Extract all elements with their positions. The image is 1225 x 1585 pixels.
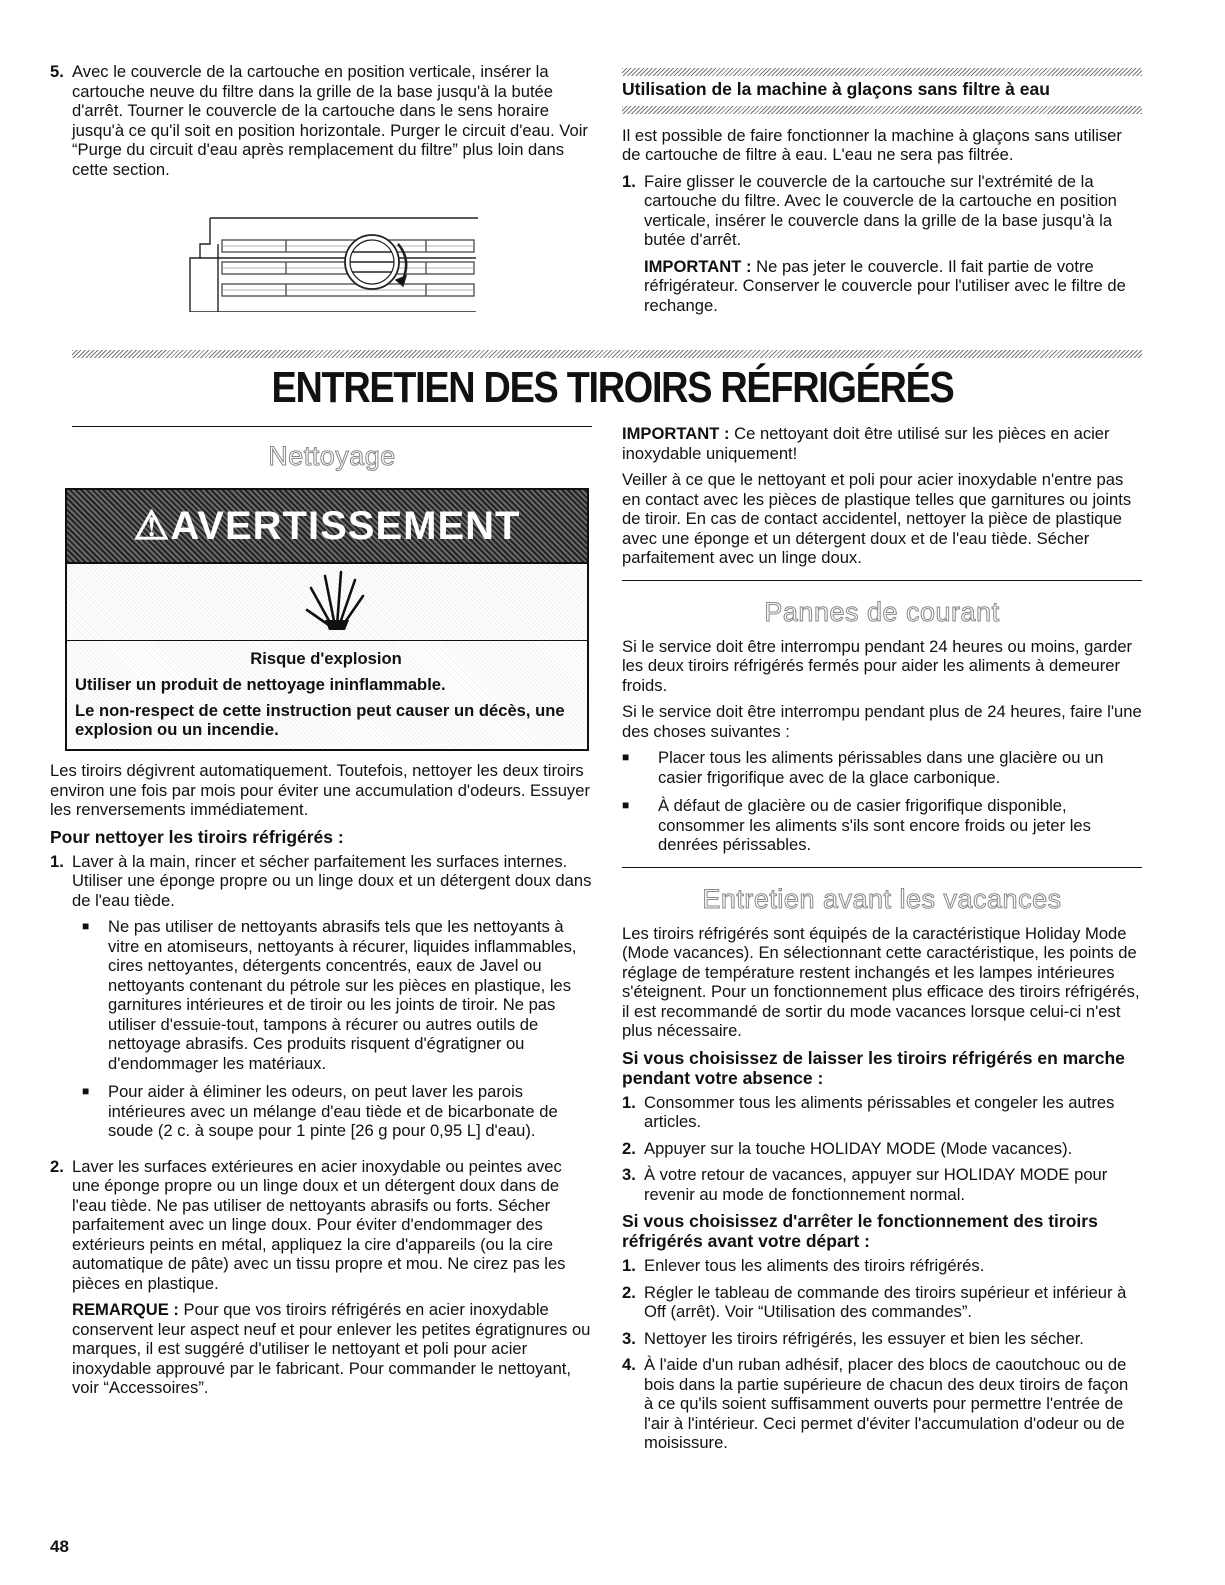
subheading: Si vous choisissez de laisser les tiroirs réfrigérés en marche pendant votre absence : xyxy=(622,1047,1125,1088)
important-label: IMPORTANT : xyxy=(622,424,730,443)
left-main-column xyxy=(50,426,592,1412)
warning-line-2: Le non-respect de cette instruction peut causer un décès, une explosion ou un incendie. xyxy=(75,701,565,739)
step-number: 2. xyxy=(622,1138,636,1158)
list-item xyxy=(622,1256,1142,1276)
bullet-item xyxy=(622,748,1142,787)
step-text: Enlever tous les aliments des tiroirs réfrigérés. xyxy=(644,1256,985,1275)
subheading: Pour nettoyer les tiroirs réfrigérés : xyxy=(50,826,344,847)
paragraph: Si le service doit être interrompu pendant 24 heures ou moins, garder les deux tiroirs réfrigérés fermés pour aider les aliments à demeurer froids. xyxy=(622,636,1133,695)
step-text: Laver à la main, rincer et sécher parfaitement les surfaces internes. Utiliser une éponge propre ou un linge doux et un détergent doux dans de l'eau tiède. xyxy=(72,851,592,910)
list-item xyxy=(622,1283,1142,1322)
step-body xyxy=(644,172,1142,323)
warning-text xyxy=(67,641,587,749)
step-number: 1. xyxy=(622,1092,636,1112)
remarque-label: REMARQUE : xyxy=(72,1300,179,1319)
step-number: 3. xyxy=(622,1328,636,1348)
list-item xyxy=(622,1329,1142,1349)
page-title: ENTRETIEN DES TIROIRS RÉFRIGÉRÉS xyxy=(271,363,954,412)
important-label: IMPORTANT : xyxy=(644,256,752,276)
right-main-column xyxy=(622,424,1142,1460)
top-left-column xyxy=(50,62,590,186)
step-body xyxy=(72,852,592,1150)
step-number: 5. xyxy=(50,62,64,81)
bullet-item xyxy=(622,796,1142,855)
step-text: Régler le tableau de commande des tiroirs supérieur et inférieur à Off (arrêt). Voir “Utilisation des commandes”. xyxy=(644,1282,1127,1321)
step-text: Appuyer sur la touche HOLIDAY MODE (Mode vacances). xyxy=(644,1138,1073,1158)
paragraph: Si le service doit être interrompu pendant plus de 24 heures, faire l'une des choses suivantes : xyxy=(622,702,1142,741)
intro-paragraph: Les tiroirs dégivrent automatiquement. Toutefois, nettoyer les deux tiroirs environ une fois par mois pour éviter une accumulation d'odeurs. Essuyer les renversements immédiatement. xyxy=(50,761,590,819)
hatch-rule xyxy=(622,106,1142,114)
step-number: 3. xyxy=(622,1165,636,1184)
warning-risk-title: Risque d'explosion xyxy=(250,649,402,668)
section-heading: Utilisation de la machine à glaçons sans filtre à eau xyxy=(622,79,1050,99)
important-text: Ne pas jeter le couvercle. Il fait partie de votre réfrigérateur. Conserver le couvercle pour l'utiliser avec le filtre de rechange. xyxy=(644,256,1126,315)
hatch-rule xyxy=(72,350,1142,358)
step-text: À l'aide d'un ruban adhésif, placer des blocs de caoutchouc ou de bois dans la partie supérieure de chacun des deux tiroirs de façon à ce qu'ils soient suffisamment ouverts pour permettre l'entrée de l'air à l'intérieur. Ceci permet d'éviter l'accumulation d'odeur ou de moisissure. xyxy=(644,1355,1129,1452)
step-number: 1. xyxy=(622,1256,636,1275)
bullet-icon: ■ xyxy=(622,750,630,764)
important-note xyxy=(644,257,1142,316)
step-1 xyxy=(622,172,1142,323)
list-item xyxy=(622,1355,1142,1453)
step-number: 4. xyxy=(622,1355,636,1374)
top-right-column xyxy=(622,68,1142,329)
bullet-icon: ■ xyxy=(82,919,90,933)
step-text: Faire glisser le couvercle de la cartouche sur l'extrémité de la cartouche du filtre. Avec le couvercle de la cartouche en position verticale, insérer le couvercle dans la grille de la base jusqu'à la butée d'arrêt. xyxy=(644,171,1117,249)
step-1 xyxy=(50,852,592,1150)
section-rule xyxy=(72,426,592,427)
list-item xyxy=(622,1165,1142,1204)
hatch-rule xyxy=(622,68,1142,76)
bullet-text: Placer tous les aliments périssables dans une glacière ou un casier frigorifique avec de la glace carbonique. xyxy=(658,748,1104,787)
section-title-vacation: Entretien avant les vacances xyxy=(702,883,1062,914)
bullet-icon: ■ xyxy=(622,798,630,812)
bullet-item xyxy=(72,917,592,1073)
step-text: Consommer tous les aliments périssables et congeler les autres articles. xyxy=(644,1092,1115,1131)
step-text: Avec le couvercle de la cartouche en position verticale, insérer la cartouche neuve du filtre dans la grille de la base jusqu'à la butée d'arrêt. Tourner le couvercle de la cartouche dans le sens horaire jusqu'à ce qu'il soit en position horizontale. Purger le circuit d'eau. Voir “Purge du circuit d'eau après remplacement du filtre” plus loin dans cette section. xyxy=(72,62,588,179)
important-text: Ce nettoyant doit être utilisé sur les pièces en acier inoxydable uniquement! xyxy=(622,424,1110,463)
step-number: 2. xyxy=(622,1282,636,1302)
bullet-text: Ne pas utiliser de nettoyants abrasifs tels que les nettoyants à vitre en atomiseurs, nettoyants à récurer, liquides inflammables, cires nettoyantes, détergents concentrés, eaux de Javel ou nettoyants contenant du pétrole sur les pièces en plastique, les garnitures intérieures et de tiroir ou les joints de tiroir. Ne pas utiliser d'essuie-tout, tampons à récurer ou autres outils de nettoyage abrasifs. Ces produits risquent d'égratigner ou d'endommager les matériaux. xyxy=(108,917,577,1073)
warning-line-1: Utiliser un produit de nettoyage ininflammable. xyxy=(75,675,446,694)
warning-icon-area xyxy=(67,564,587,641)
warning-triangle-icon: ⚠ xyxy=(133,504,171,548)
bullet-icon: ■ xyxy=(82,1084,90,1098)
step-number: 2. xyxy=(50,1156,64,1176)
intro-paragraph: Il est possible de faire fonctionner la machine à glaçons sans utiliser de cartouche de filtre à eau. L'eau ne sera pas filtrée. xyxy=(622,125,1122,164)
list-item xyxy=(622,1139,1142,1159)
step-text: Nettoyer les tiroirs réfrigérés, les essuyer et bien les sécher. xyxy=(644,1328,1084,1348)
paragraph: Veiller à ce que le nettoyant et poli pour acier inoxydable n'entre pas en contact avec les pièces de plastique telles que garnitures ou joints de tiroir. En cas de contact accidentel, nettoyer la pièce de plastique avec une éponge et un détergent doux et de l'eau tiède. Sécher parfaitement avec un linge doux. xyxy=(622,470,1132,567)
step-text: Laver les surfaces extérieures en acier inoxydable ou peintes avec une éponge propre ou un linge doux et un détergent doux dans de l'eau tiède. Ne pas utiliser de nettoyants abrasifs ou forts. Sécher parfaitement avec un linge doux. Pour éviter d'endommager des extérieurs peints en métal, appliquez la cire d'appareils (ou la cire automatique de pâte) avec un tissu propre et mou. Ne cirez pas les pièces en plastique. xyxy=(72,1156,566,1293)
subheading: Si vous choisissez d'arrêter le fonctionnement des tiroirs réfrigérés avant votre départ : xyxy=(622,1211,1098,1251)
step-body xyxy=(72,1157,592,1405)
step-5 xyxy=(50,62,590,179)
list-item xyxy=(622,1093,1142,1132)
explosion-icon xyxy=(303,570,367,632)
paragraph: Les tiroirs réfrigérés sont équipés de la caractéristique Holiday Mode (Mode vacances). En sélectionnant cette caractéristique, les points de réglage de température restent inchangés et les lampes intérieures s'éteignent. Pour un fonctionnement plus efficace des tiroirs réfrigérés, il est recommandé de sortir du mode vacances lorsque celui-ci n'est plus nécessaire. xyxy=(622,923,1140,1040)
remarque-note xyxy=(72,1300,592,1398)
bullet-text: À défaut de glacière ou de casier frigorifique disponible, consommer les aliments s'ils sont encore froids ou jeter les denrées périssables. xyxy=(658,796,1091,854)
filter-cartridge-illustration xyxy=(186,210,478,312)
warning-banner xyxy=(67,490,587,564)
important-note xyxy=(622,424,1142,463)
step-2 xyxy=(50,1157,592,1405)
section-title-power-outage: Pannes de courant xyxy=(764,596,1000,627)
warning-banner-text: AVERTISSEMENT xyxy=(170,504,521,548)
warning-box xyxy=(65,488,589,751)
page-number: 48 xyxy=(50,1537,69,1556)
step-number: 1. xyxy=(622,171,636,191)
remarque-text: Pour que vos tiroirs réfrigérés en acier inoxydable conservent leur aspect neuf et pour enlever les petites égratignures ou marques, il est suggéré d'utiliser le nettoyant et poli pour acier inoxydable approuvé par le fabricant. Pour commander le nettoyant, voir “Accessoires”. xyxy=(72,1300,591,1397)
step-number: 1. xyxy=(50,851,64,871)
section-title-cleaning: Nettoyage xyxy=(268,441,396,471)
section-rule xyxy=(622,580,1142,581)
section-rule xyxy=(622,867,1142,868)
bullet-text: Pour aider à éliminer les odeurs, on peut laver les parois intérieures avec un mélange d'eau tiède et de bicarbonate de soude (2 c. à soupe pour 1 pinte [26 g pour 0,95 L] d'eau). xyxy=(108,1082,558,1140)
step-text: À votre retour de vacances, appuyer sur HOLIDAY MODE pour revenir au mode de fonctionnement normal. xyxy=(644,1165,1108,1204)
bullet-item xyxy=(72,1082,592,1141)
